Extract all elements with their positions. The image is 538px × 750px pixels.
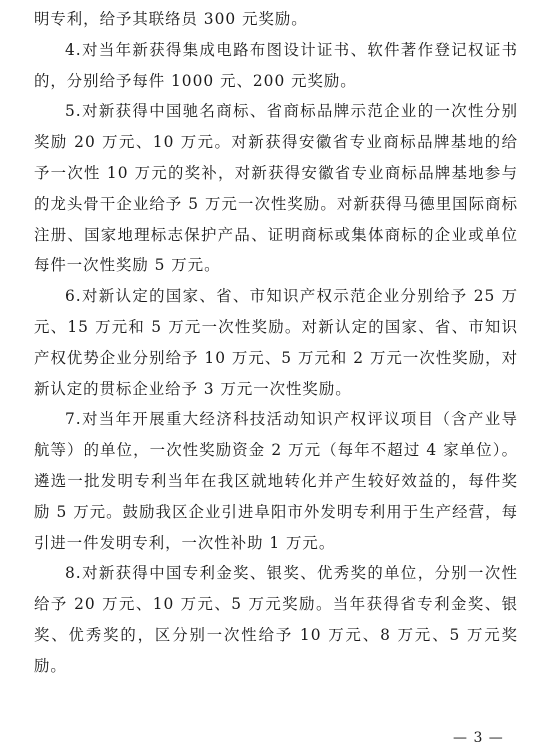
page-number: — 3 — xyxy=(453,730,504,746)
paragraph-item-4: 4.对当年新获得集成电路布图设计证书、软件著作登记权证书的，分别给予每件 1000 元、200 元奖励。 xyxy=(34,40,518,90)
paragraph-continuation: 明专利，给予其联络员 300 元奖励。 xyxy=(34,10,308,28)
paragraph-item-6: 6.对新认定的国家、省、市知识产权示范企业分别给予 25 万元、15 万元和 5 万元一次性奖励。对新认定的国家、省、市知识产权优势企业分别给予 10 万元、5 万元和 2 万元一次性奖励，对新认定的贯标企业给予 3 万元一次性奖励。 xyxy=(34,287,518,398)
document-body xyxy=(34,4,518,682)
paragraph-item-7: 7.对当年开展重大经济科技活动知识产权评议项目（含产业导航等）的单位，一次性奖励资金 2 万元（每年不超过 4 家单位）。遴选一批发明专利当年在我区就地转化并产生较好效益的，每件奖励 5 万元。鼓励我区企业引进阜阳市外发明专利用于生产经营，每引进一件发明专利，一次性补助 1 万元。 xyxy=(34,410,518,552)
paragraph-item-5: 5.对新获得中国驰名商标、省商标品牌示范企业的一次性分别奖励 20 万元、10 万元。对新获得安徽省专业商标品牌基地的给予一次性 10 万元的奖补，对新获得安徽省专业商标品牌基地参与的龙头骨干企业给予 5 万元一次性奖励。对新获得马德里国际商标注册、国家地理标志保护产品、证明商标或集体商标的企业或单位每件一次性奖励 5 万元。 xyxy=(34,102,518,275)
paragraph-item-8: 8.对新获得中国专利金奖、银奖、优秀奖的单位，分别一次性给予 20 万元、10 万元、5 万元奖励。当年获得省专利金奖、银奖、优秀奖的，区分别一次性给予 10 万元、8 万元、5 万元奖励。 xyxy=(34,564,518,675)
